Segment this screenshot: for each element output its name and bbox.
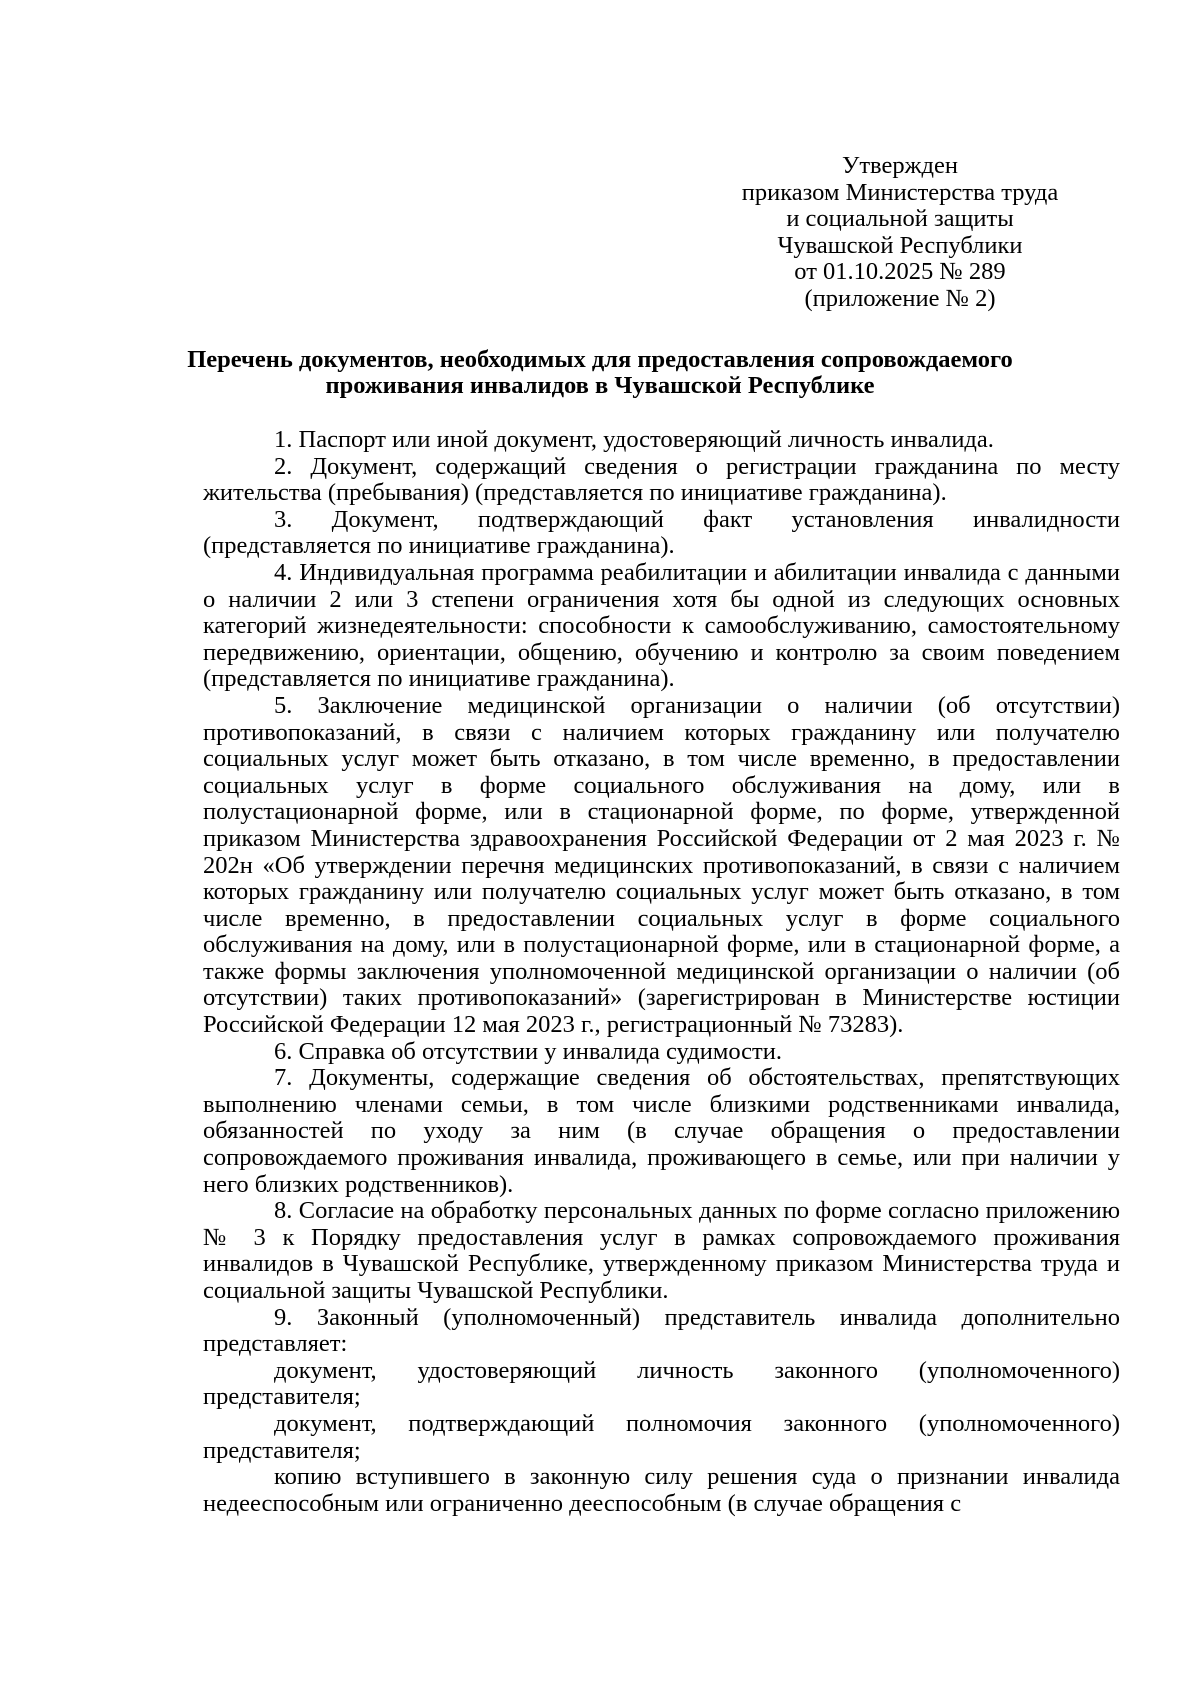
list-item: 6. Справка об отсутствии у инвалида судимости.	[274, 1037, 783, 1065]
list-subitem: копию вступившего в законную силу решения суда о признании инвалида недееспособным или ограниченно дееспособным (в случае обращения с	[203, 1463, 1120, 1517]
approval-line: и социальной защиты	[786, 205, 1014, 233]
document-body	[203, 427, 1120, 1517]
approval-line: (приложение № 2)	[804, 284, 996, 312]
list-subitem: документ, удостоверяющий личность законного (уполномоченного) представителя;	[203, 1356, 1120, 1411]
title-line: Перечень документов, необходимых для предоставления сопровождаемого	[187, 346, 1013, 373]
list-item: 9. Законный (уполномоченный) представитель инвалида дополнительно представляет:	[203, 1303, 1120, 1358]
approval-line: приказом Министерства труда	[741, 178, 1059, 206]
title-line: проживания инвалидов в Чувашской Республике	[325, 372, 875, 399]
approval-line: Утвержден	[842, 152, 958, 179]
list-item: 3. Документ, подтверждающий факт установления инвалидности (представляется по инициативе гражданина).	[203, 505, 1120, 560]
list-item: 7. Документы, содержащие сведения об обстоятельствах, препятствующих выполнению членами семьи, в том числе близкими родственниками инвалида, обязанностей по уходу за ним (в случае обращения о предоставлении сопровождаемого проживания инвалида, проживающего в семье, или при наличии у него близких родственников).	[203, 1064, 1120, 1198]
approval-line: от 01.10.2025 № 289	[794, 258, 1006, 286]
approval-stamp-block	[700, 153, 1100, 313]
list-item: 1. Паспорт или иной документ, удостоверяющий личность инвалида.	[274, 426, 994, 453]
approval-line: Чувашской Республики	[777, 231, 1023, 259]
list-item: 8. Согласие на обработку персональных данных по форме согласно приложению № 3 к Порядку предоставления услуг в рамках сопровождаемого проживания инвалидов в Чувашской Республике, утвержденному приказом Министерства труда и социальной защиты Чувашской Республики.	[203, 1197, 1120, 1304]
list-subitem: документ, подтверждающий полномочия законного (уполномоченного) представителя;	[203, 1409, 1120, 1464]
document-title	[180, 347, 1020, 399]
list-item: 4. Индивидуальная программа реабилитации и абилитации инвалида с данными о наличии 2 или 3 степени ограничения хотя бы одной из следующих основных категорий жизнедеятельности: способности к самообслуживанию, самостоятельному передвижению, ориентации, общению, обучению и контролю за своим поведением (представляется по инициативе гражданина).	[203, 558, 1120, 693]
list-item: 5. Заключение медицинской организации о наличии (об отсутствии) противопоказаний, в связи с наличием которых гражданину или получателю социальных услуг может быть отказано, в том числе временно, в предоставлении социальных услуг в форме социального обслуживания на дому, или в полустационарной форме, или в стационарной форме, по форме, утвержденной приказом Министерства здравоохранения Российской Федерации от 2 мая 2023 г. № 202н «Об утверждении перечня медицинских противопоказаний, в связи с наличием которых гражданину или получателю социальных услуг может быть отказано, в том числе временно, в предоставлении социальных услуг в форме социального обслуживания на дому, или в полустационарной форме, или в стационарной форме, а также формы заключения уполномоченной медицинской организации о наличии (об отсутствии) таких противопоказаний» (зарегистрирован в Министерстве юстиции Российской Федерации 12 мая 2023 г., регистрационный № 73283).	[203, 691, 1120, 1039]
list-item: 2. Документ, содержащий сведения о регистрации гражданина по месту жительства (пребывания) (представляется по инициативе гражданина).	[203, 452, 1120, 507]
